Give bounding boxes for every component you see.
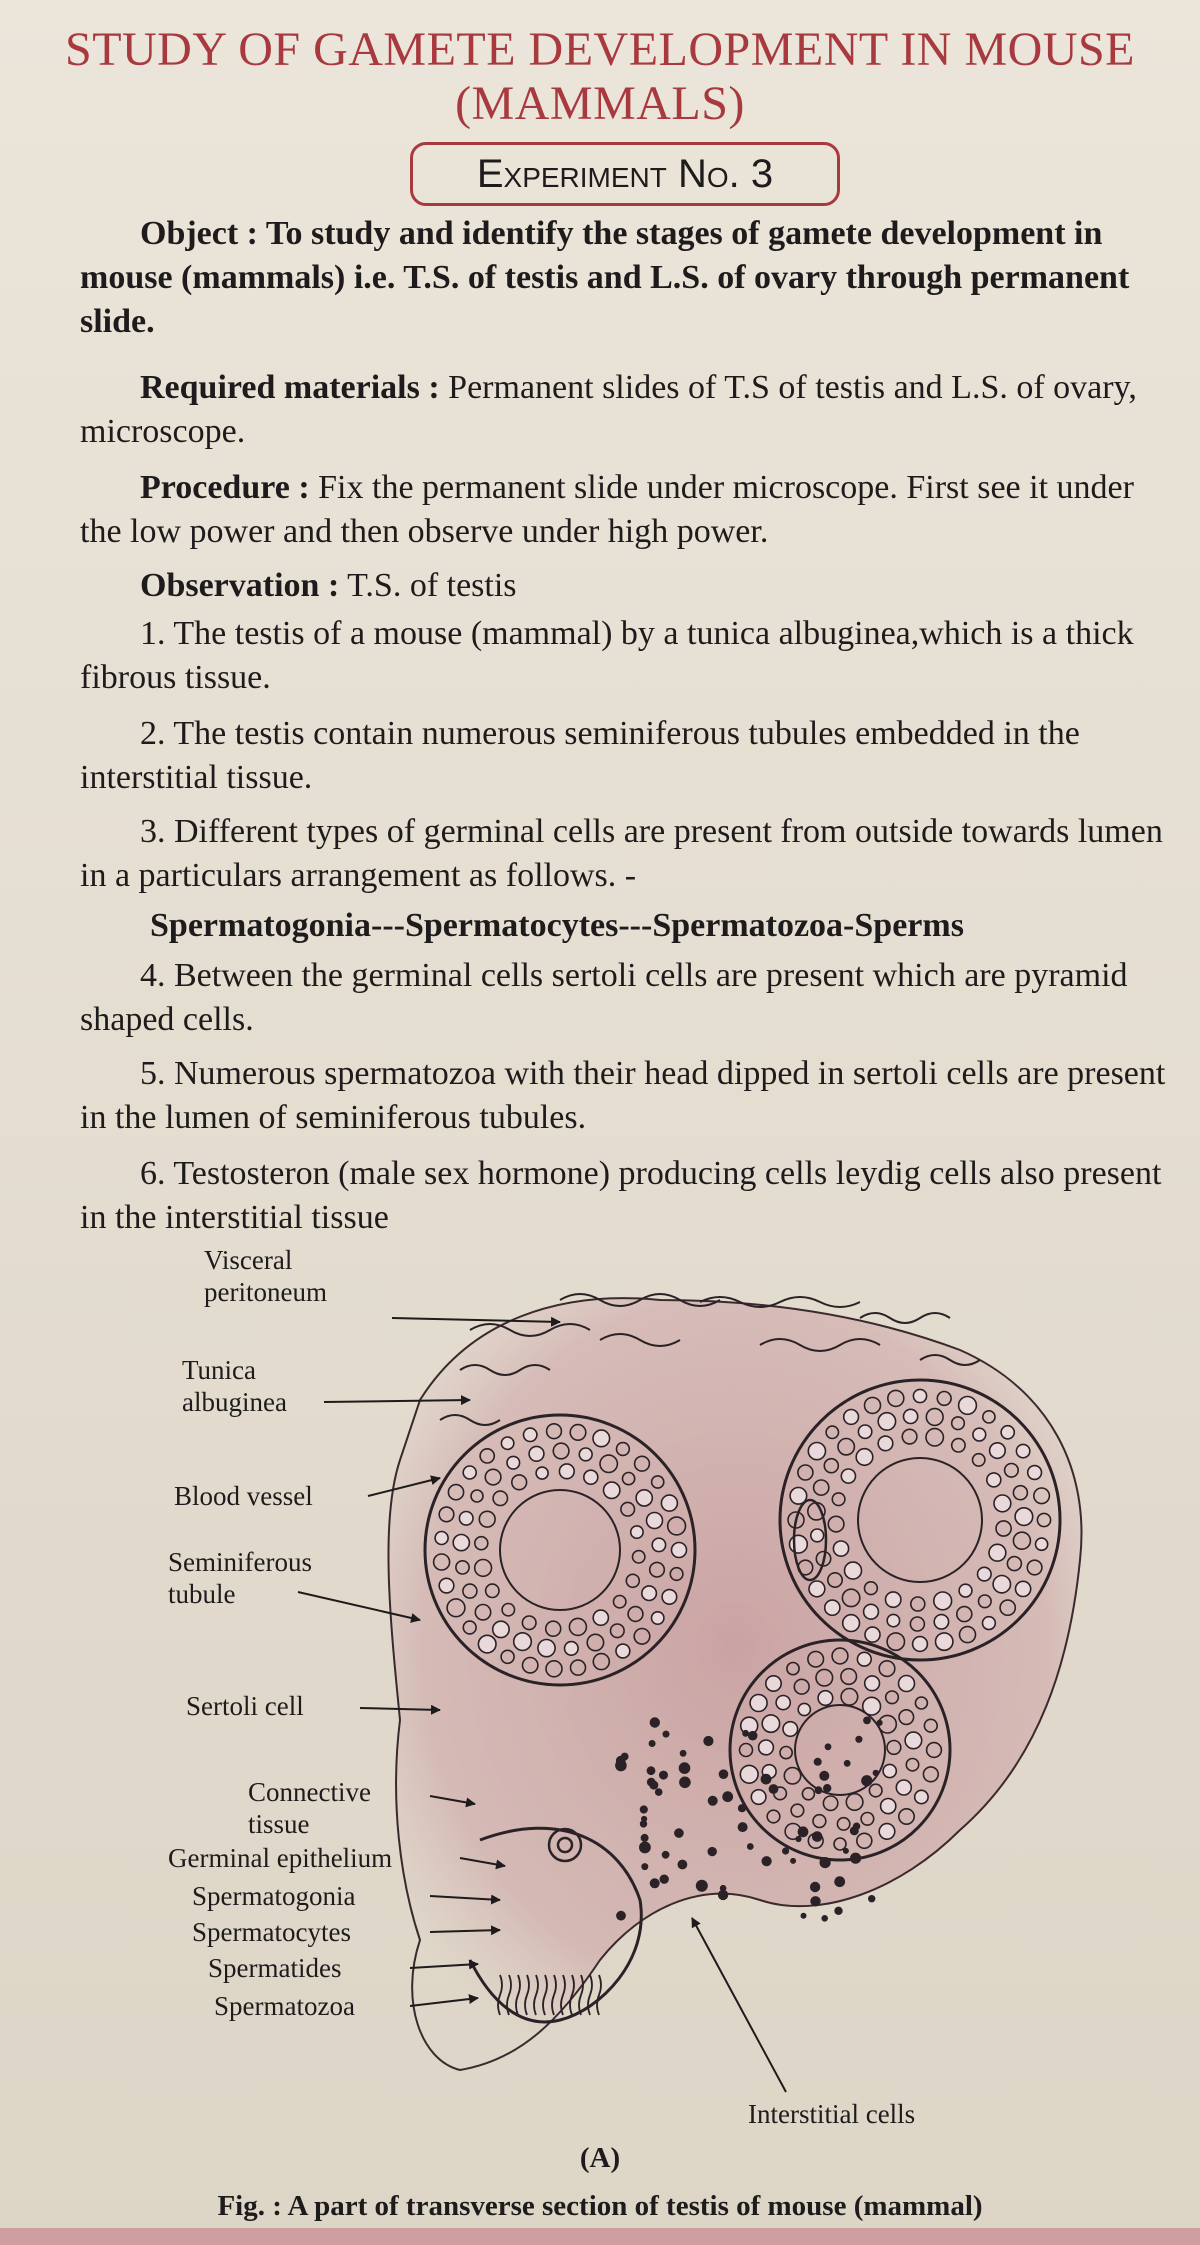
cell — [579, 1448, 592, 1461]
observation-point-6: 6. Testosteron (male sex hormone) producing cells leydig cells also present in the interstitial tissue — [80, 1155, 1162, 1236]
spermatozoon — [597, 1975, 601, 2015]
interstitial-cell — [812, 1831, 823, 1842]
cell — [913, 1637, 928, 1652]
interstitial-cell — [861, 1775, 872, 1786]
interstitial-cell — [660, 1875, 669, 1884]
interstitial-cell — [801, 1913, 807, 1919]
cell — [740, 1765, 758, 1783]
label-interstitial-cells: Interstitial cells — [748, 2099, 916, 2129]
interstitial-cell — [679, 1762, 691, 1774]
cell — [536, 1467, 548, 1479]
interstitial-cell — [641, 1834, 649, 1842]
interstitial-cell — [850, 1853, 861, 1864]
label-sertoli-cell: Sertoli cell — [186, 1691, 304, 1721]
interstitial-cell — [738, 1804, 746, 1812]
interstitial-cell — [650, 1717, 660, 1727]
interstitial-cell — [843, 1848, 849, 1854]
interstitial-cell — [855, 1736, 862, 1743]
cell — [652, 1612, 664, 1624]
materials-text: Permanent slides of T.S of testis and L.S. of ovary, microscope. — [80, 369, 1137, 450]
interstitial-cell — [678, 1860, 688, 1870]
interstitial-cell — [825, 1743, 832, 1750]
cell — [501, 1437, 513, 1449]
interstitial-cell — [647, 1766, 656, 1775]
cell — [973, 1428, 986, 1441]
cell — [934, 1592, 952, 1610]
cell — [453, 1535, 469, 1551]
cell — [883, 1764, 896, 1777]
interstitial-cell — [868, 1895, 875, 1902]
cell — [593, 1430, 610, 1447]
interstitial-cell — [719, 1769, 729, 1779]
interstitial-cell — [747, 1843, 754, 1850]
cell — [808, 1443, 825, 1460]
cell — [529, 1446, 544, 1461]
cell — [844, 1410, 859, 1425]
cell — [905, 1732, 922, 1749]
cell — [878, 1413, 895, 1430]
interstitial-cell — [863, 1717, 871, 1725]
interstitial-cell — [655, 1788, 663, 1796]
interstitial-cell — [877, 1720, 883, 1726]
label-spermatozoa: Spermatozoa — [214, 1991, 355, 2021]
cell — [809, 1581, 825, 1597]
cell — [899, 1676, 915, 1692]
cell — [993, 1576, 1010, 1593]
interstitial-cell — [762, 1856, 772, 1866]
interstitial-cell — [696, 1880, 708, 1892]
interstitial-cell — [659, 1771, 668, 1780]
label-germinal-epithelium: Germinal epithelium — [168, 1843, 393, 1873]
cell — [762, 1715, 779, 1732]
cell — [647, 1513, 663, 1529]
procedure-text: Fix the permanent slide under microscope. First see it under the low power and then observe under high power. — [80, 469, 1134, 550]
cell — [759, 1740, 774, 1755]
label-visceral-peritoneum: Visceral peritoneum — [204, 1245, 327, 1307]
procedure-label: Procedure : — [140, 469, 310, 506]
cell — [1016, 1581, 1031, 1596]
cell — [1028, 1466, 1042, 1480]
interstitial-cell — [795, 1836, 801, 1842]
label-spermatogonia: Spermatogonia — [192, 1881, 356, 1911]
interstitial-cell — [703, 1736, 713, 1746]
cell — [1001, 1426, 1014, 1439]
cell — [751, 1790, 766, 1805]
cell — [435, 1532, 448, 1545]
interstitial-cell — [722, 1791, 733, 1802]
cell — [507, 1456, 520, 1469]
cell — [915, 1790, 928, 1803]
cell — [833, 1541, 848, 1556]
cell — [439, 1578, 454, 1593]
interstitial-cell — [641, 1816, 647, 1822]
cell — [631, 1526, 643, 1538]
cell — [994, 1495, 1011, 1512]
observation-label: Observation : — [140, 567, 340, 604]
cell — [934, 1615, 948, 1629]
interstitial-cell — [810, 1896, 820, 1906]
cell — [616, 1644, 630, 1658]
interstitial-cell — [718, 1890, 728, 1900]
cell — [878, 1436, 893, 1451]
cell — [825, 1600, 840, 1615]
cell — [478, 1635, 496, 1653]
cell — [766, 1676, 781, 1691]
materials-label: Required materials : — [140, 369, 440, 406]
cell — [584, 1470, 598, 1484]
cell — [886, 1592, 901, 1607]
cell — [565, 1642, 579, 1656]
cell — [538, 1640, 555, 1657]
interstitial-cell — [679, 1777, 691, 1789]
cell — [604, 1482, 620, 1498]
object-text: To study and identify the stages of gamete development in mouse (mammals) i.e. T.S. of testis and L.S. of ovary through permanent slide. — [80, 215, 1130, 340]
cell — [818, 1691, 833, 1706]
cell — [493, 1621, 509, 1637]
cell — [864, 1604, 879, 1619]
page-title-line-2: (MAMMALS) — [455, 77, 745, 130]
cell — [959, 1584, 972, 1597]
cell — [662, 1590, 677, 1605]
interstitial-cell — [820, 1857, 831, 1868]
interstitial-cell — [641, 1863, 648, 1870]
cell — [1015, 1508, 1033, 1526]
observation-point-4: 4. Between the germinal cells sertoli cells are present which are pyramid shaped cells. — [80, 957, 1128, 1038]
cell — [459, 1512, 473, 1526]
cell — [811, 1529, 824, 1542]
interstitial-cell — [663, 1731, 670, 1738]
cell — [636, 1490, 652, 1506]
interstitial-cell — [810, 1882, 820, 1892]
interstitial-cell — [674, 1828, 684, 1838]
interstitial-cell — [748, 1731, 758, 1741]
interstitial-cell — [821, 1915, 828, 1922]
cell — [959, 1397, 977, 1415]
cell — [904, 1409, 918, 1423]
interstitial-cell — [769, 1784, 779, 1794]
cell — [514, 1633, 532, 1651]
label-blood-vessel: Blood vessel — [174, 1481, 313, 1511]
interstitial-cell — [798, 1826, 809, 1837]
interstitial-cell — [647, 1778, 656, 1787]
cell — [879, 1824, 895, 1840]
observation-point-3: 3. Different types of germinal cells are present from outside towards lumen in a particulars arrangement as follows. - — [80, 813, 1163, 894]
interstitial-cell — [873, 1770, 879, 1776]
interstitial-cell — [814, 1758, 822, 1766]
cell — [524, 1428, 537, 1441]
cell — [881, 1799, 896, 1814]
interstitial-cell — [815, 1786, 823, 1794]
cell — [990, 1443, 1006, 1459]
cell — [843, 1615, 860, 1632]
cell — [887, 1614, 899, 1626]
cell — [1016, 1444, 1029, 1457]
cell — [776, 1696, 790, 1710]
interstitial-cell — [708, 1847, 717, 1856]
cell — [856, 1449, 873, 1466]
interstitial-cell — [639, 1842, 651, 1854]
tissue-mass — [388, 1298, 1081, 2070]
cell — [559, 1464, 574, 1479]
interstitial-cell — [819, 1771, 829, 1781]
cell — [987, 1473, 1001, 1487]
cell — [790, 1535, 808, 1553]
cell — [783, 1722, 798, 1737]
interstitial-cell — [850, 1826, 859, 1835]
cell — [845, 1562, 862, 1579]
interstitial-cell — [616, 1911, 626, 1921]
cell — [865, 1676, 880, 1691]
interstitial-cell — [844, 1760, 851, 1767]
cell — [642, 1586, 657, 1601]
figure-caption: Fig. : A part of transverse section of testis of mouse (mammal) — [217, 2190, 983, 2222]
interstitial-cell — [834, 1876, 845, 1887]
cell — [652, 1538, 665, 1551]
cell — [936, 1633, 953, 1650]
interstitial-cell — [790, 1858, 796, 1864]
cell — [978, 1567, 992, 1581]
cell — [841, 1469, 855, 1483]
cell — [989, 1544, 1006, 1561]
observation-point-2: 2. The testis contain numerous seminiferous tubules embedded in the interstitial tissue. — [80, 715, 1080, 796]
cell — [913, 1389, 926, 1402]
cell — [463, 1466, 476, 1479]
label-seminiferous-tubule: Seminiferous tubule — [168, 1547, 312, 1609]
interstitial-cell — [708, 1796, 718, 1806]
observation-point-5: 5. Numerous spermatozoa with their head dipped in sertoli cells are present in the lumen of seminiferous tubules. — [80, 1055, 1166, 1136]
label-connective-tissue: Connective tissue — [248, 1777, 371, 1839]
cell — [1036, 1538, 1048, 1550]
interstitial-cell — [615, 1760, 627, 1772]
interstitial-cell — [742, 1730, 749, 1737]
object-label: Object : — [140, 215, 259, 252]
cell — [896, 1780, 911, 1795]
interstitial-cell — [640, 1805, 648, 1813]
interstitial-cell — [761, 1774, 772, 1785]
cell — [750, 1695, 767, 1712]
interstitial-cell — [680, 1750, 687, 1757]
cell — [857, 1652, 871, 1666]
interstitial-cell — [782, 1847, 789, 1854]
observation-point-1: 1. The testis of a mouse (mammal) by a tunica albuginea,which is a thick fibrous tissue. — [80, 615, 1134, 696]
label-spermatocytes: Spermatocytes — [192, 1917, 351, 1947]
cell — [858, 1425, 871, 1438]
interstitial-cell — [649, 1740, 656, 1747]
cell — [593, 1610, 608, 1625]
experiment-heading: Experiment No. 3 — [410, 142, 840, 206]
cell-sequence: Spermatogonia---Spermatocytes---Spermatozoa-Sperms — [150, 907, 964, 944]
label-tunica-albuginea: Tunica albuginea — [182, 1355, 287, 1417]
cell — [865, 1627, 880, 1642]
interstitial-cell — [738, 1822, 748, 1832]
interstitial-cell — [650, 1878, 660, 1888]
observation-text: T.S. of testis — [339, 567, 517, 604]
label-spermatides: Spermatides — [208, 1953, 342, 1983]
page-title-line-1: STUDY OF GAMETE DEVELOPMENT IN MOUSE — [65, 23, 1135, 76]
figure-sub-label: (A) — [579, 2142, 621, 2174]
interstitial-cell — [834, 1907, 842, 1915]
interstitial-cell — [662, 1851, 670, 1859]
cell — [983, 1617, 996, 1630]
cell — [672, 1543, 687, 1558]
spermatozoon — [588, 1975, 592, 2015]
cell — [661, 1495, 677, 1511]
bottom-band — [0, 2228, 1200, 2245]
interstitial-cell — [823, 1784, 831, 1792]
cell — [863, 1697, 881, 1715]
cell — [798, 1703, 810, 1715]
